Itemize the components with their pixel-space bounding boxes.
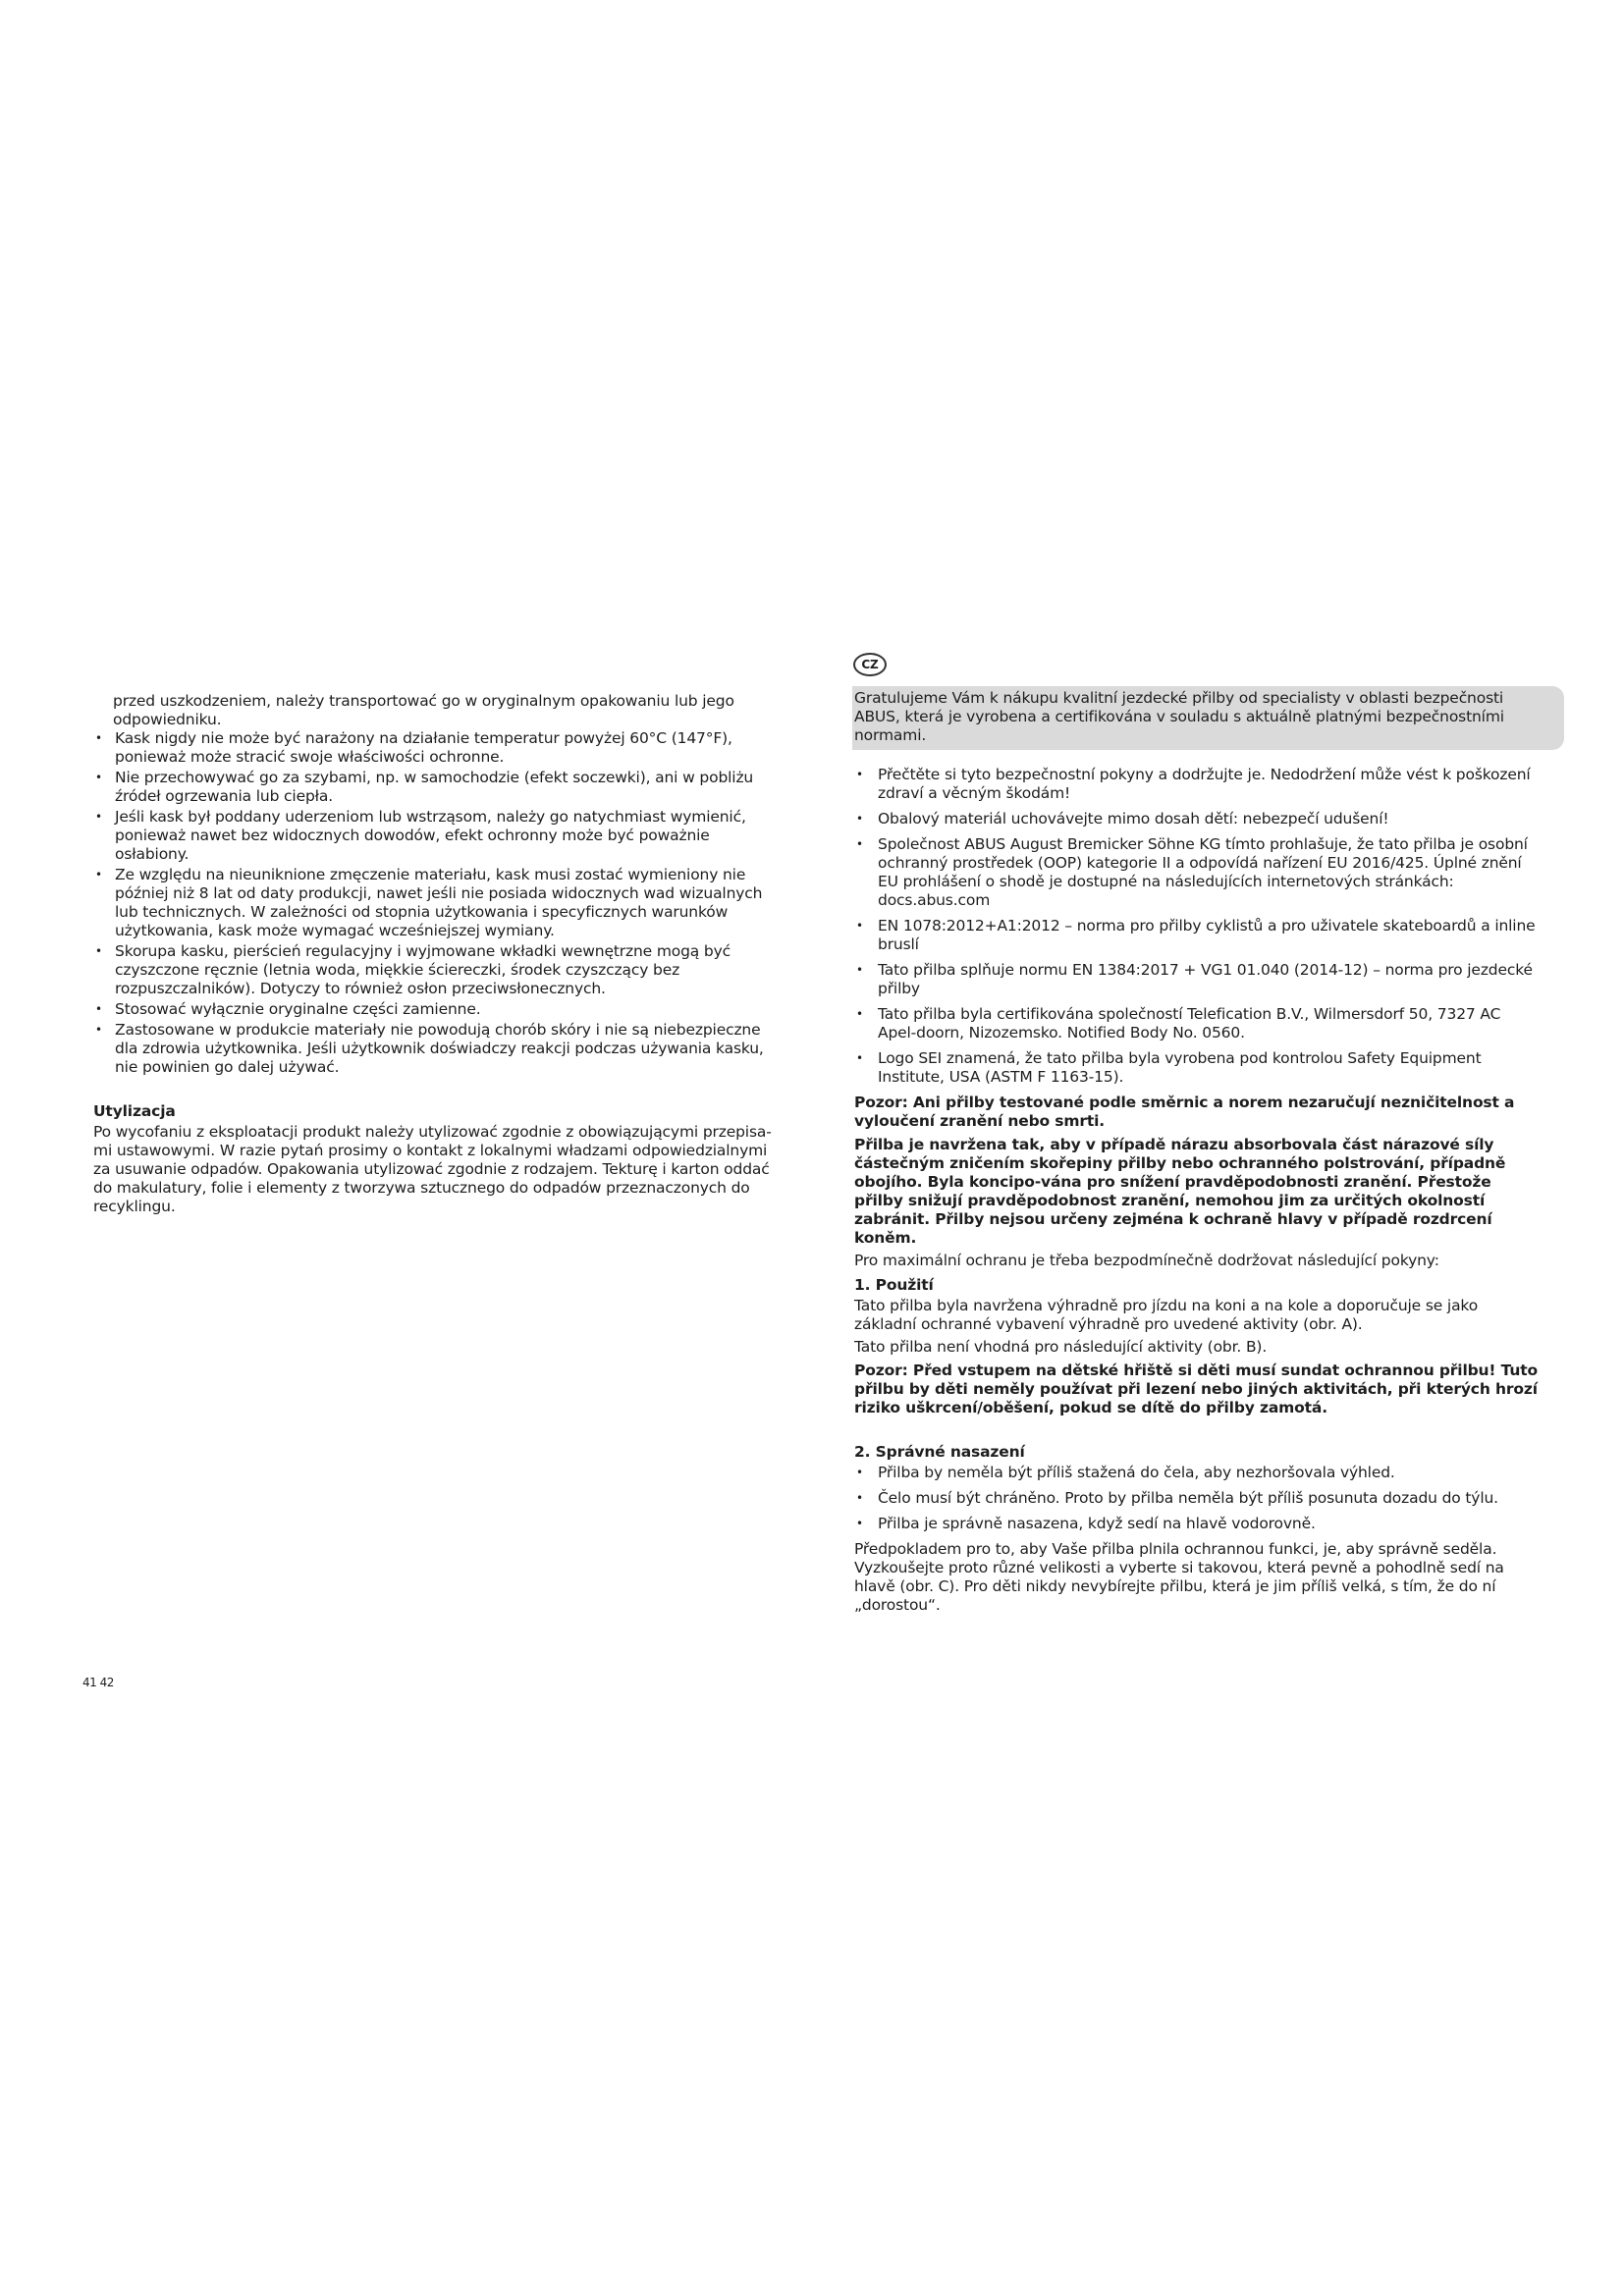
- list-item: • Jeśli kask był poddany uderzeniom lub wstrząsom, należy go natychmiast wymienić, ponieważ nawet bez widocznych dowodów, efekt ochronny może być poważnie osłabiony.: [93, 808, 781, 864]
- left-column: [93, 692, 781, 1216]
- instructions-intro: Pro maximální ochranu je třeba bezpodmínečně dodržovat následující pokyny:: [854, 1252, 1439, 1269]
- right-bullet-list: [854, 766, 1542, 1087]
- list-item: • Skorupa kasku, pierścień regulacyjny i wyjmowane wkładki wewnętrzne mogą być czyszczone ręcznie (letnia woda, miękkie ściereczki, środek czyszczący bez rozpuszczalników). Dotyczy to również osłon przeciwsłonecznych.: [93, 942, 781, 998]
- list-item: • Kask nigdy nie może być narażony na działanie temperatur powyżej 60°C (147°F), ponieważ może stracić swoje właściwości ochronne.: [93, 729, 781, 767]
- list-item: • Ze względu na nieuniknione zmęczenie materiału, kask musi zostać wymieniony nie później niż 8 lat od daty produkcji, nawet jeśli nie posiada widocznych wad wizualnych lub technicznych. W zależności od stopnia użytkowania i specyficznych warunków użytkowania, kask może wymagać wcześniejszej wymiany.: [93, 866, 781, 940]
- list-item: • Zastosowane w produkcie materiały nie powodują chorób skóry i nie są niebezpieczne dla zdrowia użytkownika. Jeśli użytkownik doświadczy reakcji podczas używania kasku, nie powinien go dalej używać.: [93, 1021, 781, 1077]
- helmet-design-paragraph: Přilba je navržena tak, aby v případě nárazu absorbovala část nárazové síly částečným zničením skořepiny přilby nebo ochranného polstrování, případně obojího. Byla koncipo-vána pro snížení pravděpodobnosti zranění. Přestože přilby snižují pravděpodobnost zranění, nemohou jim za určitých okolností zabránit. Přilby nejsou určeny zejména k ochraně hlavy v případě rozdrcení koněm.: [854, 1136, 1506, 1247]
- intro-highlight-box: [852, 686, 1564, 750]
- section-heading-use: 1. Použití: [854, 1276, 934, 1294]
- unsuitable-paragraph: Tato přilba není vhodná pro následující aktivity (obr. B).: [854, 1338, 1268, 1356]
- section-heading-fitting: 2. Správné nasazení: [854, 1443, 1025, 1461]
- list-item: • Společnost ABUS August Bremicker Söhne KG tímto prohlašuje, že tato přilba je osobní ochranný prostředek (OOP) kategorie II a odpovídá nařízení EU 2016/425. Úplné znění EU prohlášení o shodě je dostupné na následujících internetových stránkách: docs.abus.com: [854, 835, 1542, 910]
- list-item: • Přečtěte si tyto bezpečnostní pokyny a dodržujte je. Nedodržení může vést k poškození zdraví a věcným škodám!: [854, 766, 1542, 803]
- warning-paragraph: Pozor: Ani přilby testované podle směrnic a norem nezaručují nezničitelnost a vyloučení zranění nebo smrti.: [854, 1094, 1515, 1130]
- fitting-paragraph: Předpokladem pro to, aby Vaše přilba plnila ochrannou funkci, je, aby správně seděla. Vyzkoušejte proto různé velikosti a vyberte si takovou, která pevně a pohodlně sedí na hlavě (obr. C). Pro děti nikdy nevybírejte přilbu, která je jim příliš velká, s tím, že do ní „dorostou“.: [854, 1540, 1504, 1614]
- list-item: • Přilba je správně nasazena, když sedí na hlavě vodorovně.: [854, 1515, 1542, 1533]
- list-item: • EN 1078:2012+A1:2012 – norma pro přilby cyklistů a pro uživatele skateboardů a inline bruslí: [854, 917, 1542, 954]
- playground-warning: Pozor: Před vstupem na dětské hřiště si děti musí sundat ochrannou přilbu! Tuto přilbu by děti neměly používat při lezení nebo jiných aktivitách, při kterých hrozí riziko uškrcení/oběšení, pokud se dítě do přilby zamotá.: [854, 1362, 1538, 1416]
- list-item: • Obalový materiál uchovávejte mimo dosah dětí: nebezpečí udušení!: [854, 810, 1542, 828]
- section-heading-utylizacja: Utylizacja: [93, 1102, 176, 1120]
- list-item: • Stosować wyłącznie oryginalne części zamienne.: [93, 1000, 781, 1019]
- use-paragraph: Tato přilba byla navržena výhradně pro jízdu na koni a na kole a doporučuje se jako základní ochranné vybavení výhradně pro uvedené aktivity (obr. A).: [854, 1297, 1479, 1333]
- right-column: [854, 653, 1542, 1615]
- list-item: • Nie przechowywać go za szybami, np. w samochodzie (efekt soczewki), ani w pobliżu źródeł ogrzewania lub ciepła.: [93, 769, 781, 806]
- intro-text: Gratulujeme Vám k nákupu kvalitní jezdecké přilby od specialisty v oblasti bezpečnosti ABUS, která je vyrobena a certifikována v souladu s aktuálně platnými bezpečnostními normami.: [854, 689, 1504, 744]
- utylizacja-paragraph: Po wycofaniu z eksploatacji produkt należy utylizować zgodnie z obowiązującymi przepisa-mi ustawowymi. W razie pytań prosimy o kontakt z lokalnymi władzami odpowiedzialnymi za usuwanie odpadów. Opakowania utylizować zgodnie z rodzajem. Tekturę i karton oddać do makulatury, folie i elementy z tworzywa sztucznego do odpadów przeznaczonych do recyklingu.: [93, 1123, 772, 1215]
- continuation-text: przed uszkodzeniem, należy transportować go w oryginalnym opakowaniu lub jego odpowiedniku.: [113, 692, 734, 728]
- list-item: • Tato přilba byla certifikována společností Telefication B.V., Wilmersdorf 50, 7327 AC Apel-doorn, Nizozemsko. Notified Body No. 0560.: [854, 1005, 1542, 1042]
- list-item: • Přilba by neměla být příliš stažená do čela, aby nezhoršovala výhled.: [854, 1464, 1542, 1482]
- language-badge: CZ: [853, 653, 887, 676]
- list-item: • Logo SEI znamená, že tato přilba byla vyrobena pod kontrolou Safety Equipment Institute, USA (ASTM F 1163-15).: [854, 1049, 1542, 1087]
- fitting-bullet-list: [854, 1464, 1542, 1533]
- page-numbers: 41 42: [82, 1676, 114, 1689]
- left-bullet-list: [93, 729, 781, 1077]
- list-item: • Tato přilba splňuje normu EN 1384:2017 + VG1 01.040 (2014-12) – norma pro jezdecké přilby: [854, 961, 1542, 998]
- list-item: • Čelo musí být chráněno. Proto by přilba neměla být příliš posunuta dozadu do týlu.: [854, 1489, 1542, 1508]
